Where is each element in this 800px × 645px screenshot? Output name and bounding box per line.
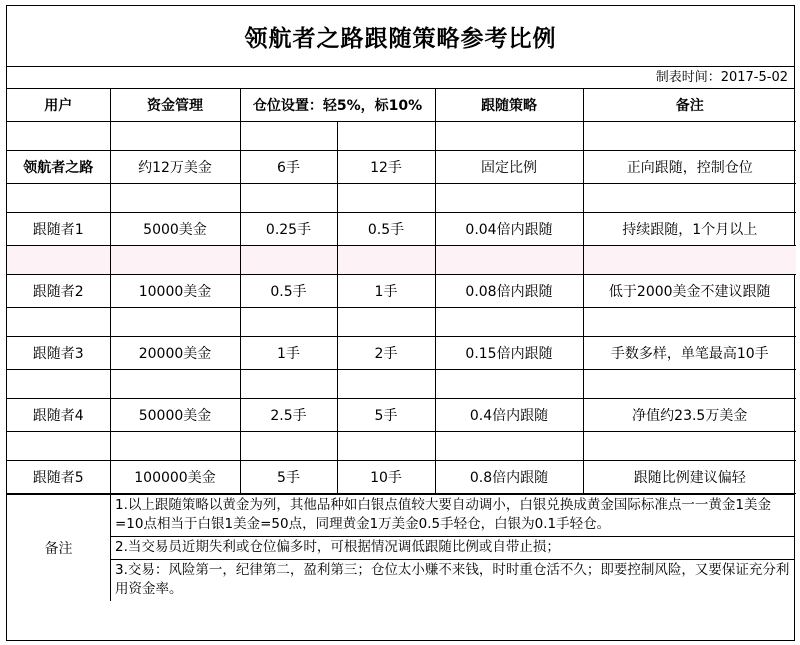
cell-standard-position: 0.5手	[337, 213, 435, 246]
cell-user: 跟随者5	[7, 461, 110, 494]
cell-light-position: 1手	[240, 337, 337, 370]
header-capital: 资金管理	[110, 89, 240, 122]
spacer-row	[7, 308, 796, 337]
spacer-row	[7, 246, 796, 275]
cell-light-position: 0.5手	[240, 275, 337, 308]
header-user: 用户	[7, 89, 110, 122]
cell-capital: 约12万美金	[110, 151, 240, 184]
cell-light-position: 0.25手	[240, 213, 337, 246]
cell-standard-position: 10手	[337, 461, 435, 494]
cell-standard-position: 12手	[337, 151, 435, 184]
spacer-row	[7, 432, 796, 461]
strategy-table	[7, 89, 796, 494]
cell-light-position: 5手	[240, 461, 337, 494]
page-title: 领航者之路跟随策略参考比例	[7, 6, 794, 67]
spacer-row	[7, 370, 796, 399]
table-row	[7, 213, 796, 246]
notes-table	[7, 494, 794, 601]
table-row	[7, 461, 796, 494]
cell-capital: 50000美金	[110, 399, 240, 432]
cell-strategy: 0.08倍内跟随	[435, 275, 583, 308]
note-item: 2.当交易员近期失利或仓位偏多时，可根据情况调低跟随比例或自带止损；	[111, 536, 794, 559]
cell-strategy: 0.8倍内跟随	[435, 461, 583, 494]
cell-capital: 10000美金	[110, 275, 240, 308]
header-strategy: 跟随策略	[435, 89, 583, 122]
note-item: 1.以上跟随策略以黄金为列，其他品种如白银点值较大要自动调小，白银兑换成黄金国际标准点一一黄金1美金=10点相当于白银1美金=50点，同理黄金1万美金0.5手轻仓，白银为0.1手轻仓。	[115, 497, 771, 532]
cell-capital: 20000美金	[110, 337, 240, 370]
cell-capital: 100000美金	[110, 461, 240, 494]
notes-content	[111, 495, 795, 602]
cell-strategy: 0.15倍内跟随	[435, 337, 583, 370]
header-position: 仓位设置：轻5%，标10%	[240, 89, 435, 122]
cell-user: 跟随者2	[7, 275, 110, 308]
cell-standard-position: 2手	[337, 337, 435, 370]
cell-light-position: 2.5手	[240, 399, 337, 432]
cell-user: 跟随者4	[7, 399, 110, 432]
cell-remark: 正向跟随，控制仓位	[583, 151, 796, 184]
cell-user: 跟随者3	[7, 337, 110, 370]
spacer-row	[7, 184, 796, 213]
header-remark: 备注	[583, 89, 796, 122]
table-row	[7, 151, 796, 184]
spreadsheet	[6, 5, 795, 641]
cell-user: 领航者之路	[7, 151, 110, 184]
cell-remark: 净值约23.5万美金	[583, 399, 796, 432]
cell-strategy: 0.04倍内跟随	[435, 213, 583, 246]
spacer-row	[7, 122, 796, 151]
note-item: 3.交易：风险第一，纪律第二，盈利第三；仓位太小赚不来钱，时时重仓活不久；即要控制风险，又要保证充分利用资金率。	[111, 559, 794, 601]
header-row	[7, 89, 796, 122]
cell-remark: 持续跟随，1个月以上	[583, 213, 796, 246]
cell-strategy: 固定比例	[435, 151, 583, 184]
cell-strategy: 0.4倍内跟随	[435, 399, 583, 432]
cell-remark: 手数多样，单笔最高10手	[583, 337, 796, 370]
table-row	[7, 337, 796, 370]
table-row	[7, 399, 796, 432]
cell-capital: 5000美金	[110, 213, 240, 246]
cell-user: 跟随者1	[7, 213, 110, 246]
cell-remark: 低于2000美金不建议跟随	[583, 275, 796, 308]
cell-standard-position: 5手	[337, 399, 435, 432]
cell-standard-position: 1手	[337, 275, 435, 308]
date-label: 制表时间：2017-5-02	[7, 67, 794, 89]
table-row	[7, 275, 796, 308]
cell-light-position: 6手	[240, 151, 337, 184]
notes-label: 备注	[7, 495, 111, 602]
cell-remark: 跟随比例建议偏轻	[583, 461, 796, 494]
